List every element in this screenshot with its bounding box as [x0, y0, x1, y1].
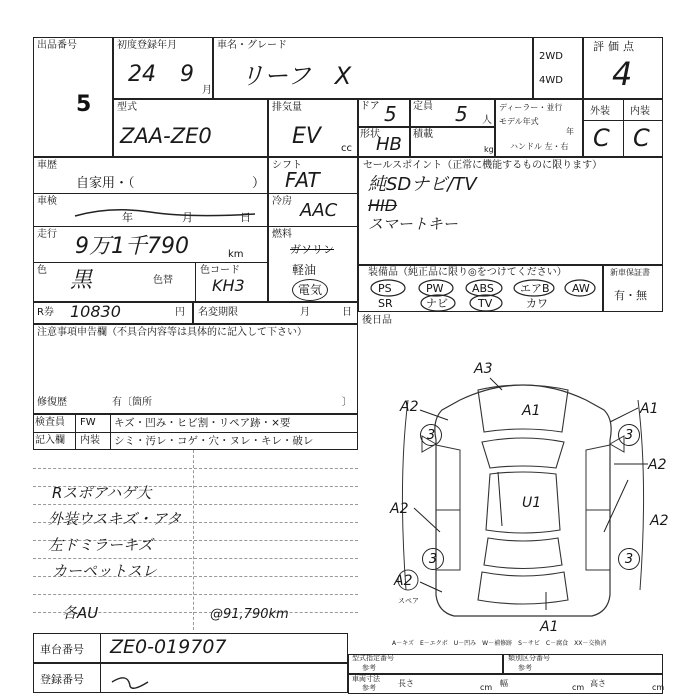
first-reg-year: 24: [128, 62, 156, 87]
selling-point-1: 純SDナビ/TV: [368, 174, 477, 195]
history-close: ）: [252, 176, 266, 191]
fuel-gasoline: ガソリン: [290, 243, 334, 256]
color-label: 色: [37, 265, 47, 276]
length-label: 長さ: [398, 679, 414, 688]
model-name-value: リーフ X: [240, 62, 352, 90]
first-reg-month: 9: [180, 62, 194, 87]
width-label: 幅: [500, 679, 508, 688]
mileage-value: 9万1千790: [75, 234, 189, 259]
interior-label: 内装: [80, 435, 100, 446]
category-label: 類別区分番号: [508, 654, 550, 662]
rear-seat-label: 後日品: [362, 315, 392, 326]
writer-label: 記入欄: [35, 435, 65, 446]
damage-mark-a2-left: A2: [390, 501, 409, 517]
first-reg-label: 初度登録年月: [117, 40, 177, 51]
registration-scribble: [108, 668, 168, 692]
int-label: 内装: [630, 106, 650, 117]
category-ref: 参考: [518, 664, 532, 672]
fuel-electric-circle: [292, 279, 328, 301]
km-unit: km: [228, 249, 244, 260]
car-size-ref: 参考: [362, 684, 376, 692]
expiry-day: 日: [342, 307, 352, 318]
comment-4: カーペットスレ: [52, 562, 157, 580]
damage-mark-u1: U1: [522, 495, 542, 511]
height-cm: cm: [652, 683, 665, 692]
rating-value: 4: [612, 55, 633, 93]
doors-value: 5: [384, 102, 397, 126]
color-change-label: 色替: [153, 275, 173, 286]
equip-airbag: エアB: [520, 282, 550, 295]
drive-hline-2: [268, 226, 358, 227]
mileage-label: 走行: [37, 229, 57, 240]
color-divider: [195, 262, 196, 302]
type-designation-label: 型式指定番号: [352, 654, 394, 662]
displacement-label: 排気量: [272, 102, 302, 113]
car-size-label: 車両寸法: [352, 675, 380, 683]
selling-point-2: HID: [368, 196, 398, 215]
selling-point-3: スマートキー: [368, 215, 458, 233]
footer-note-right: @91,790km: [210, 607, 289, 622]
recycle-yen: 円: [175, 307, 185, 318]
equip-navi: ナビ: [426, 297, 448, 310]
hline-1: [33, 193, 268, 194]
2wd-label: 2WD: [539, 51, 563, 62]
dash-6: [33, 558, 358, 559]
inspection-month: 月: [182, 211, 193, 224]
drive-hline-1: [268, 193, 358, 194]
int-value: C: [633, 124, 650, 152]
inspector-row2: シミ・汚レ・コゲ・穴・ヌレ・キレ・破レ: [114, 435, 314, 447]
color-value: 黒: [70, 268, 93, 293]
repair-close: 〕: [342, 397, 352, 408]
height-label: 高さ: [590, 679, 606, 688]
cc-unit: cc: [341, 143, 352, 154]
chassis-label: 車台番号: [40, 643, 84, 656]
load-label: 積載: [413, 129, 433, 140]
lot-number: 5: [76, 92, 92, 117]
type-value: ZAA-ZE0: [120, 124, 212, 148]
inspector-vline-2: [110, 414, 111, 450]
type-label: 型式: [117, 102, 137, 113]
comment-1: Rスポアハゲ大: [52, 484, 152, 502]
dash-8: [33, 594, 358, 595]
inspector-row1: キズ・凹み・ヒビ割・リペア跡・×要: [114, 417, 291, 429]
dash-1: [33, 468, 358, 469]
damage-mark-a1-hood: A1: [522, 403, 541, 419]
notes-label: 注意事項申告欄（不具合内容等は具体的に記入して下さい）: [37, 327, 307, 338]
car-diagram: [378, 360, 668, 625]
equip-leather: カワ: [526, 297, 548, 310]
equip-tv: TV: [478, 297, 493, 310]
comment-3: 左ドミラーキズ: [48, 536, 153, 554]
equip-pw: PW: [426, 282, 444, 295]
inspection-year: 年: [122, 211, 133, 224]
inspection-strike: [70, 200, 260, 224]
kg-unit: kg: [484, 145, 494, 154]
person-unit: 人: [482, 115, 492, 126]
type-designation-ref: 参考: [362, 664, 376, 672]
expiry-label: 名変期限: [198, 307, 238, 318]
ac-label: 冷房: [272, 196, 292, 207]
lot-label: 出品番号: [37, 40, 77, 51]
hline-2: [33, 226, 268, 227]
tire-circle-rr: 3: [618, 548, 640, 570]
equip-sr: SR: [378, 297, 393, 310]
shift-value: FAT: [285, 168, 320, 192]
model-year-label: モデル年式: [499, 117, 539, 126]
ext-value: C: [593, 124, 610, 152]
displacement-value: EV: [292, 124, 321, 149]
footer-note-left: 各AU: [62, 604, 99, 622]
registration-label: 登録番号: [40, 673, 84, 686]
inspector-hline: [33, 432, 358, 433]
history-value: 自家用・（: [76, 176, 135, 191]
history-label: 車歴: [37, 160, 57, 171]
damage-mark-a2-right: A2: [648, 457, 667, 473]
fw-label: FW: [80, 417, 96, 428]
dash-vertical: [193, 450, 194, 630]
capacity-label: 定員: [413, 101, 433, 112]
width-cm: cm: [572, 683, 585, 692]
color-code-value: KH3: [212, 276, 245, 295]
damage-mark-a1-front-right: A1: [640, 401, 659, 417]
ext-label: 外装: [590, 106, 610, 117]
tire-circle-fl: 3: [420, 424, 442, 446]
shift-label: シフト: [272, 160, 302, 171]
equipment-circles: [360, 276, 600, 312]
lot-cell: [33, 37, 113, 157]
capacity-value: 5: [455, 102, 468, 126]
ext-int-divider: [623, 99, 624, 157]
equipment-label: 装備品（純正品に限り◎をつけてください）: [368, 267, 567, 278]
chassis-value: ZE0-019707: [110, 636, 227, 658]
damage-mark-a2-rear-right: A2: [650, 513, 669, 529]
recycle-value: 10830: [70, 302, 121, 321]
spare-label: スペア: [398, 597, 419, 605]
year-unit: 年: [566, 127, 574, 136]
damage-mark-a2-front-left: A2: [400, 399, 419, 415]
shape-value: HB: [376, 134, 402, 155]
damage-mark-a1-rear: A1: [540, 619, 559, 635]
selling-points-label: セールスポイント（正常に機能するものに限ります）: [363, 160, 603, 171]
length-cm: cm: [480, 683, 493, 692]
equip-abs: ABS: [472, 282, 494, 295]
handle-label: ハンドル 左・右: [510, 142, 569, 151]
rating-label: 評価点: [593, 40, 638, 53]
model-name-label: 車名・グレード: [217, 40, 287, 51]
ac-value: AAC: [300, 200, 338, 221]
dash-3: [33, 504, 358, 505]
inspection-label: 車検: [37, 196, 57, 207]
inspection-day: 日: [240, 211, 251, 224]
fuel-electric: 電気: [298, 283, 323, 297]
shape-label: 形状: [360, 129, 380, 140]
color-code-label: 色コード: [200, 265, 240, 276]
comment-2: 外装ウスキズ・アタ: [48, 510, 182, 528]
equip-ps: PS: [378, 282, 392, 295]
4wd-label: 4WD: [539, 75, 563, 86]
inspector-vline: [75, 414, 76, 450]
damage-mark-a3: A3: [474, 361, 493, 377]
fuel-diesel: 軽油: [292, 263, 317, 277]
tire-circle-rl: 3: [422, 548, 444, 570]
damage-legend: A－キズ E－エクボ U－凹み W－補修跡 S－サビ C－腐食 XX－交換済: [392, 640, 607, 647]
equip-aw: AW: [572, 282, 590, 295]
expiry-month: 月: [300, 307, 310, 318]
drive-type-cell: [533, 37, 583, 99]
dealer-label: ディーラー・並行: [499, 103, 563, 112]
ext-int-hline: [583, 120, 663, 121]
tire-circle-fr: 3: [618, 424, 640, 446]
inspector-label: 検査員: [35, 417, 65, 428]
month-unit: 月: [202, 85, 212, 96]
repair-value: 有〔箇所: [112, 397, 152, 408]
damage-mark-a2-rear-left: A2: [394, 573, 413, 589]
warranty-label: 新車保証書: [610, 268, 650, 277]
doors-label: ドア: [360, 101, 380, 112]
recycle-label: R券: [37, 307, 54, 318]
hline-3: [33, 262, 268, 263]
warranty-value: 有・無: [614, 289, 647, 302]
fuel-label: 燃料: [272, 229, 292, 240]
repair-label: 修復歴: [37, 397, 67, 408]
